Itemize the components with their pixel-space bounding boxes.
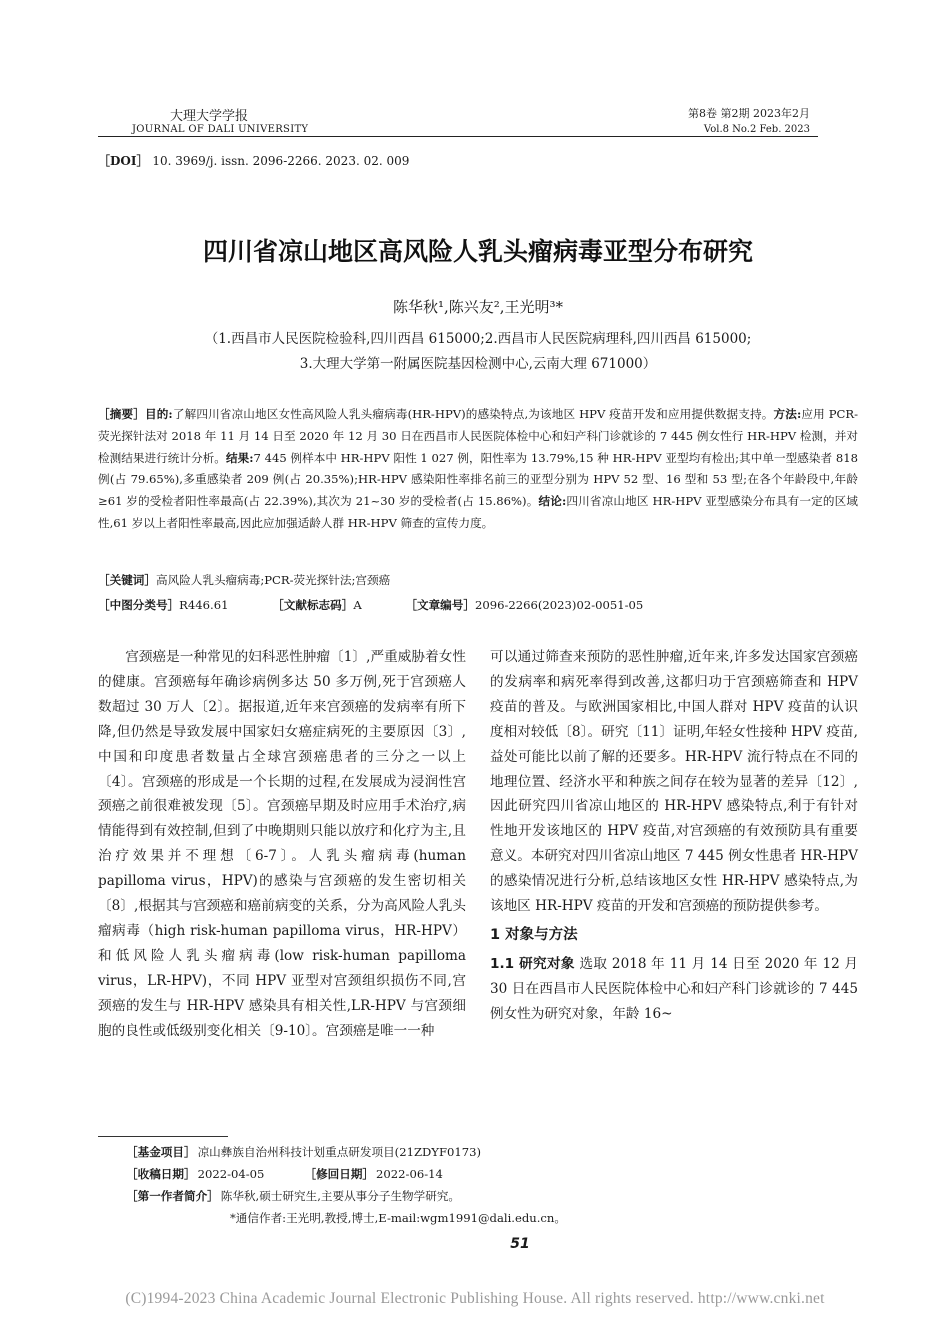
received-value: 2022-04-05	[197, 1167, 265, 1181]
doi-value[interactable]: 10. 3969/j. issn. 2096-2266. 2023. 02. 009	[152, 154, 410, 168]
classification-line	[98, 597, 858, 613]
footnote-divider	[98, 1136, 228, 1137]
body-column-right	[490, 645, 858, 1027]
conclusion-text: 四川省凉山地区 HR-HPV 亚型感染分布具有一定的区域性,61 岁以上者阳性率最高,因此应加强适龄人群 HR-HPV 筛查的宣传力度。	[98, 494, 858, 530]
volume-info-en: Vol.8 No.2 Feb. 2023	[703, 124, 810, 135]
doc-code-label: ［文献标志码］	[272, 598, 354, 612]
revised-value: 2022-06-14	[376, 1167, 443, 1181]
author-bio-value: 陈华秋,硕士研究生,主要从事分子生物学研究。	[220, 1189, 461, 1203]
received-label: ［收稿日期］	[126, 1167, 196, 1181]
intro-paragraph-right: 可以通过筛查来预防的恶性肿瘤,近年来,许多发达国家宫颈癌的发病率和病死率得到改善,这都归功于宫颈癌筛查和 HPV 疫苗的普及。与欧洲国家相比,中国人群对 HPV 疫苗的认识度相对较低〔8〕。研究〔11〕证明,年轻女性接种 HPV 疫苗,益处可能比以前了解的还要多。HR-HPV 流行特点在不同的地理位置、经济水平和种族之间存在较为显著的差异〔12〕,因此研究四川省凉山地区的 HR-HPV 感染特点,利于有针对性地开发该地区的 HPV 疫苗,对宫颈癌的有效预防具有重要意义。本研究对四川省凉山地区 7 445 例女性患者 HR-HPV 的感染情况进行分析,总结该地区女性 HR-HPV 感染特点,为该地区 HR-HPV 疫苗的开发和宫颈癌的预防提供参考。	[490, 649, 858, 915]
clc-value: R446.61	[179, 598, 229, 612]
results-text: 7 445 例样本中 HR-HPV 阳性 1 027 例，阳性率为 13.79%,15 种 HR-HPV 亚型均有检出;其中单一型感染者 818 例(占 79.65%),多重感染者 209 例(占 20.35%);HR-HPV 感染阳性率排名前三的亚型分别为 HPV 52 型、16 型和 53 型;在各个年龄段中,年龄≥61 岁的受检者阳性率最高(占 22.39%),其次为 21~30 岁的受检者(占 15.86%)。	[98, 450, 858, 509]
conclusion-label: 结论:	[538, 494, 567, 509]
fund-label: ［基金项目］	[126, 1145, 196, 1159]
article-title: 四川省凉山地区高风险人乳头瘤病毒亚型分布研究	[202, 237, 753, 266]
dates-footnote	[126, 1166, 443, 1182]
objective-label: 目的:	[144, 407, 173, 421]
author-bio-footnote	[126, 1188, 460, 1204]
subsection-1-1-text: 选取 2018 年 11 月 14 日至 2020 年 12 月 30 日在西昌市人民医院体检中心和妇产科门诊就诊的 7 445 例女性为研究对象，年龄 16~	[490, 955, 858, 1022]
keywords-value: 高风险人乳头瘤病毒;PCR-荧光探针法;宫颈癌	[155, 573, 391, 587]
objective-text: 了解四川省凉山地区女性高风险人乳头瘤病毒(HR-HPV)的感染特点,为该地区 HPV 疫苗开发和应用提供数据支持。	[172, 407, 774, 421]
page-number: 51	[510, 1236, 530, 1252]
volume-info-cn: 第8卷 第2期 2023年2月	[688, 107, 810, 120]
fund-value: 凉山彝族自治州科技计划重点研发项目(21ZDYF0173)	[197, 1145, 482, 1159]
corresponding-author: *通信作者:王光明,教授,博士,E-mail:wgm1991@dali.edu.cn。	[230, 1211, 566, 1225]
journal-name-cn: 大理大学学报	[170, 109, 249, 124]
author-list: 陈华秋¹,陈兴友²,王光明³*	[392, 298, 564, 316]
section-heading-1: 1 对象与方法	[490, 926, 578, 943]
journal-name-en: JOURNAL OF DALI UNIVERSITY	[132, 124, 309, 135]
methods-label: 方法:	[773, 407, 802, 421]
affiliation-line-2: 3.大理大学第一附属医院基因检测中心,云南大理 671000）	[299, 356, 657, 372]
header-divider	[98, 136, 818, 137]
intro-paragraph-left: 宫颈癌是一种常见的妇科恶性肿瘤〔1〕,严重威胁着女性的健康。宫颈癌每年确诊病例多达 50 多万例,死于宫颈癌人数超过 30 万人〔2〕。据报道,近年来宫颈癌的发病率有所下降,但仍然是导致发展中国家妇女癌症病死的主要原因〔3〕,中国和印度患者数量占全球宫颈癌患者的三分之一以上〔4〕。宫颈癌的形成是一个长期的过程,在发展成为浸润性宫颈癌之前很难被发现〔5〕。宫颈癌早期及时应用手术治疗,病情能得到有效控制,但到了中晚期则只能以放疗和化疗为主,且治疗效果并不理想〔6-7〕。人乳头瘤病毒(human papilloma virus，HPV)的感染与宫颈癌的发生密切相关〔8〕,根据其与宫颈癌和癌前病变的关系，分为高风险人乳头瘤病毒（high risk-human papilloma virus，HR-HPV）和低风险人乳头瘤病毒(low risk-human papilloma virus，LR-HPV)，不同 HPV 亚型对宫颈组织损伤不同,宫颈癌的发生与 HR-HPV 感染具有相关性,LR-HPV 与宫颈细胞的良性或低级别变化相关〔9-10〕。宫颈癌是唯一一种	[98, 649, 466, 1039]
fund-footnote	[126, 1144, 481, 1160]
revised-label: ［修回日期］	[304, 1167, 375, 1181]
article-number-label: ［文章编号］	[405, 598, 475, 612]
keywords	[98, 572, 858, 588]
doc-code-value: A	[353, 598, 362, 612]
methods-text: 应用 PCR-荧光探针法对 2018 年 11 月 14 日至 2020 年 12 月 30 日在西昌市人民医院体检中心和妇产科门诊就诊的 7 445 例女性行 HR-HPV 检测，并对检测结果进行统计分析。	[98, 407, 859, 465]
subsection-1-1	[490, 952, 858, 1027]
clc-label: ［中图分类号］	[98, 598, 180, 612]
body-column-left	[98, 645, 466, 1044]
article-number-value: 2096-2266(2023)02-0051-05	[474, 598, 644, 612]
affiliation-line-1: （1.西昌市人民医院检验科,四川西昌 615000;2.西昌市人民医院病理科,四川西昌 615000;	[204, 331, 752, 347]
abstract-label: ［摘要］	[98, 407, 145, 421]
author-bio-label: ［第一作者简介］	[126, 1189, 219, 1203]
subsection-1-1-label: 1.1 研究对象	[490, 955, 575, 972]
doi-label: ［DOI］	[98, 154, 149, 168]
keywords-label: ［关键词］	[98, 573, 156, 587]
results-label: 结果:	[225, 450, 254, 465]
doi-line	[98, 152, 409, 169]
copyright-watermark: (C)1994-2023 China Academic Journal Electronic Publishing House. All rights reserved. http://www.cnki.net	[125, 1290, 825, 1307]
abstract	[98, 404, 858, 535]
